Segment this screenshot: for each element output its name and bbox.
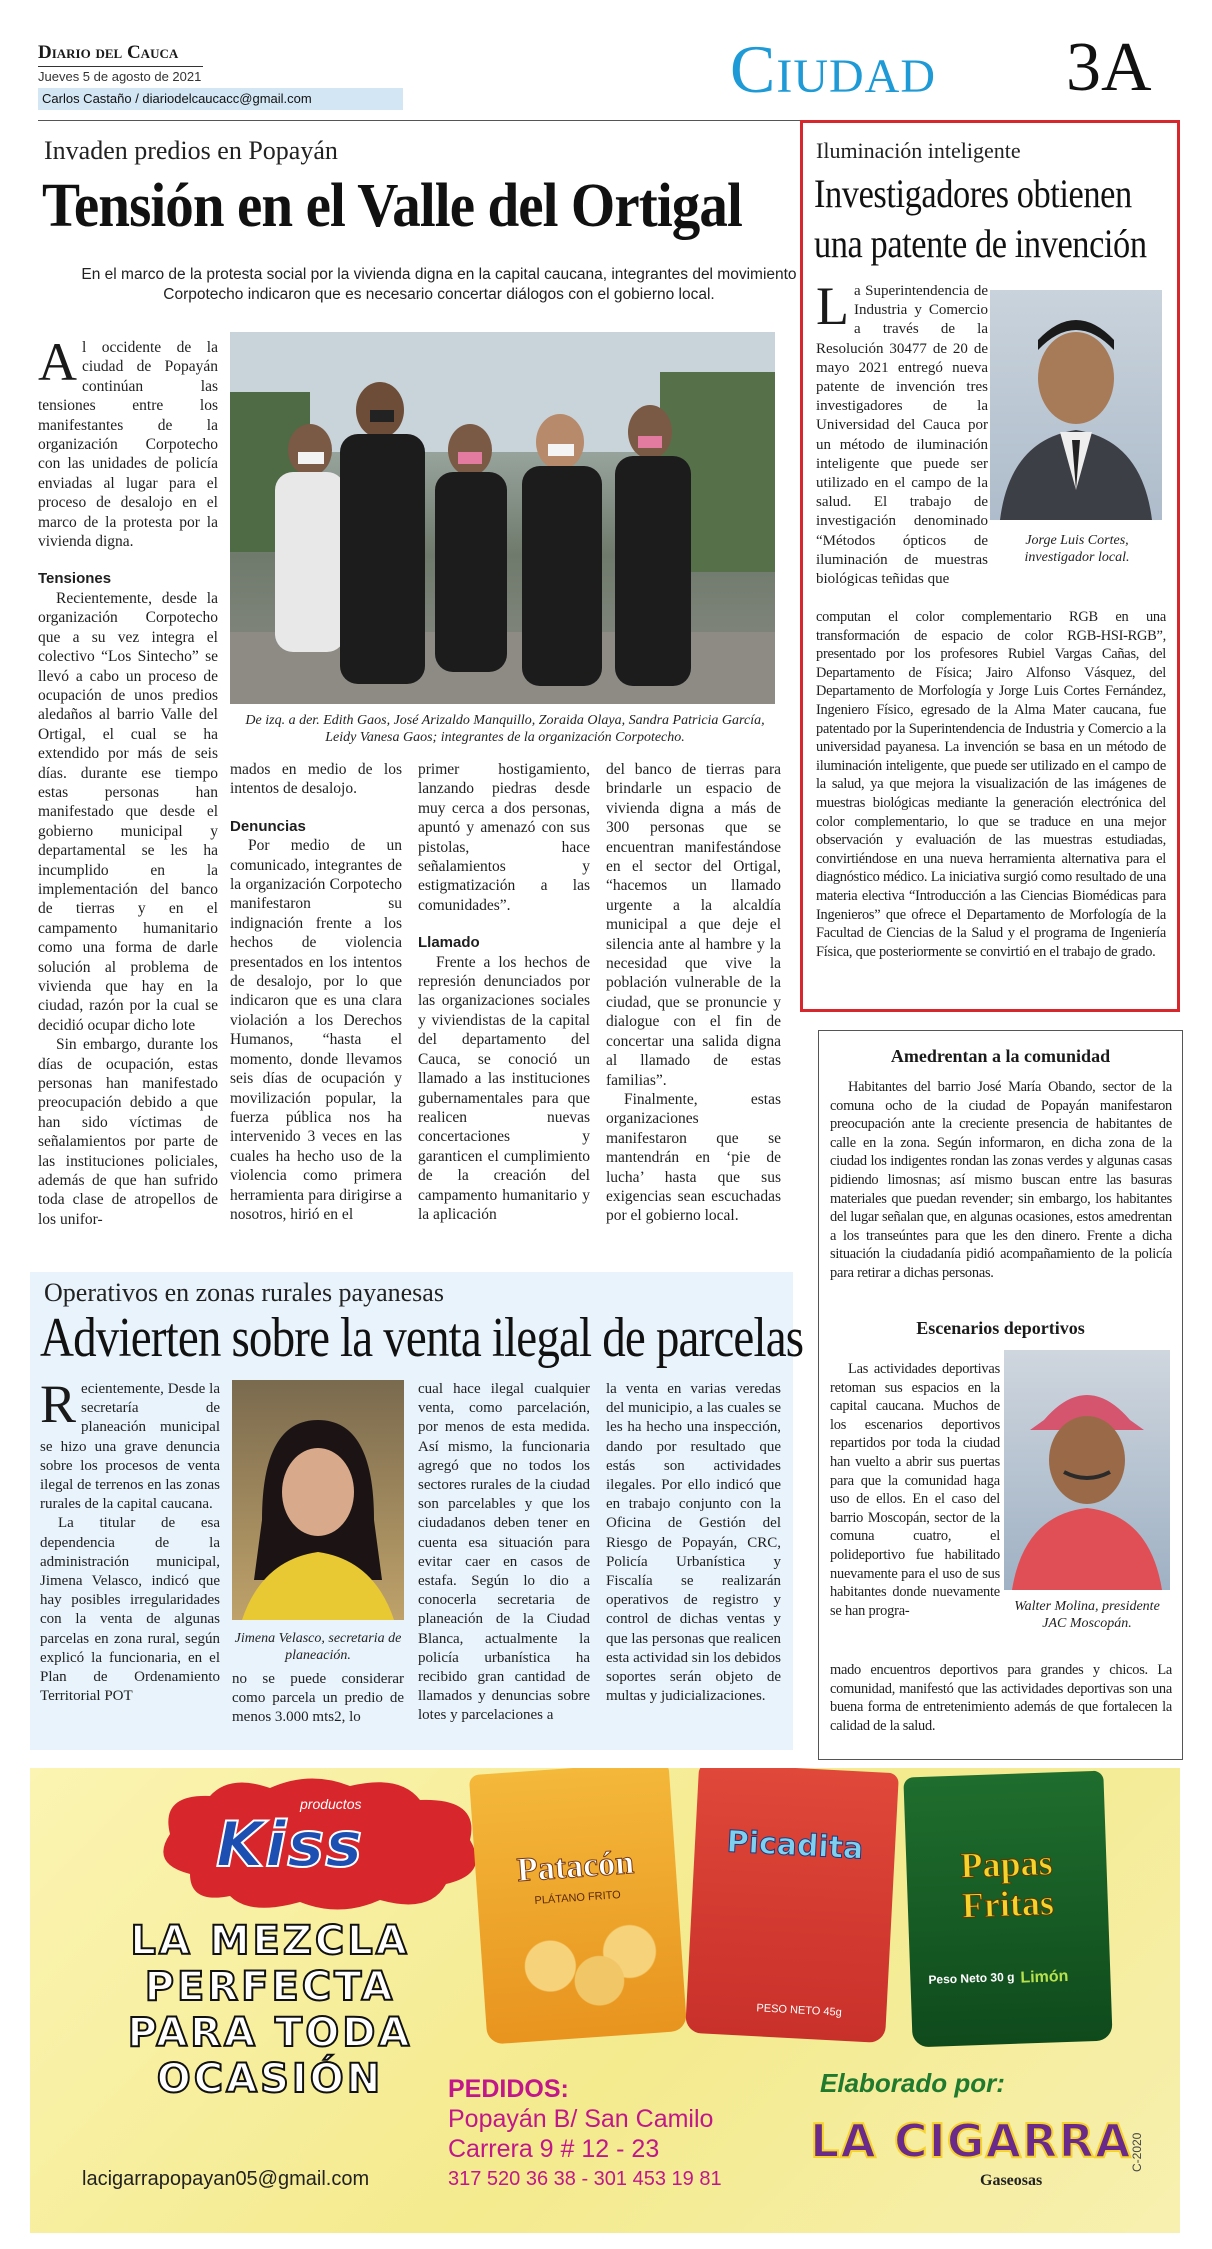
editor-bar: [38, 88, 403, 110]
sidebar-dropcap: L: [816, 276, 849, 336]
second-kicker: Operativos en zonas rurales payanesas: [44, 1278, 444, 1307]
sidebar-text: [816, 276, 988, 589]
second-photo-caption: Jimena Velasco, secretaria de planeación.: [234, 1631, 402, 1663]
main-intro: [38, 332, 218, 551]
page-number: [1066, 29, 1152, 106]
group-photo-illustration: [230, 332, 775, 704]
sidebar-headline-line2: una patente de invención: [814, 221, 1147, 266]
ad-email: lacigarrapopayan05@gmail.com: [82, 2168, 370, 2190]
brief-photo: [1004, 1350, 1170, 1590]
editor-credit: Carlos Castaño / diariodelcaucacc@gmail.com: [42, 91, 312, 106]
orders-phones: 317 520 36 38 - 301 453 19 81: [448, 2168, 722, 2190]
main-kicker: Invaden predios en Popayán: [44, 136, 338, 165]
ad-slogan: [70, 1918, 470, 2102]
main-col-3: [418, 760, 590, 1224]
page-number-text: 3A: [1066, 29, 1152, 106]
brief-text-2-wide: mado encuentros deportivos para grandes y chicos. La comunidad, manifestó que las actividades deportivas son una buena forma de entretenimiento además de que fortalecen la calidad de la salud.: [830, 1662, 1172, 1734]
main-subhead-tensiones: Tensiones: [38, 570, 112, 588]
slogan-line: OCASIÓN: [156, 2056, 384, 2102]
kiss-brand-small: productos: [300, 1796, 362, 1812]
second-paragraph: no se puede considerar como parcela un predio de menos 3.000 mts2, lo: [232, 1671, 404, 1726]
main-col-2: [230, 760, 402, 1224]
main-paragraph: Recientemente, desde la organización Corpotecho que a su vez integra el colectivo “Los Sintecho” se llevó a cabo un proceso de ocupación de unos predios aledaños al barrio Valle del Ortigal, el cual se ha extendido por más de seis días. durante ese tiempo estas personas han manifestado que desde el gobierno municipal y departamental se les ha incumplido en la implementación del banco de tierras y en el campamento humanitario como una forma de darle solución al problema de vivienda que hay en la ciudad, razón por la cual se decidió ocupar dicho lote: [38, 589, 218, 1034]
brief-col-narrow: [830, 1360, 1000, 1620]
main-subhead-llamado: Llamado: [418, 934, 480, 952]
chips-icon: [500, 1922, 666, 2023]
second-col-1: [40, 1374, 220, 1706]
brief-text-1: [830, 1078, 1172, 1283]
main-paragraph: primer hostigamiento, lanzando piedras desde muy cerca a dos personas, apuntó y amenazó con sus pistolas, hace señalamientos y estigmatización a las comunidades”.: [418, 761, 590, 914]
portrait-illustration: [232, 1380, 404, 1620]
sidebar-headline-line1: Investigadores obtienen: [814, 171, 1132, 216]
sidebar-kicker: Iluminación inteligente: [816, 138, 1021, 163]
sidebar-photo: [990, 290, 1162, 520]
main-photo: [230, 332, 775, 704]
ad-code: C-2020: [1130, 2132, 1144, 2172]
patacon-sub: PLÁTANO FRITO: [534, 1889, 622, 1908]
main-deck: En el marco de la protesta social por la vivienda digna en la capital caucana, integrantes del movimiento Corpotecho indicaron que es necesario concertar diálogos con el gobierno local.: [81, 266, 797, 303]
second-paragraph: La titular de esa dependencia de la administración municipal, Jimena Velasco, indicó que hay posibles irregularidades con la venta de algunas parcelas en zona rural, según explicó la funcionaria, en el Plan de Ordenamiento Territorial POT: [40, 1515, 220, 1705]
main-photo-caption: De izq. a der. Edith Gaos, José Arizaldo Manquillo, Zoraida Olaya, Sandra Patricia García, Leidy Vanesa Gaos; integrantes de la organización Corpotecho.: [245, 713, 765, 745]
main-paragraph: Sin embargo, durante los días de ocupación, estas personas han manifestado preocupación debido a que han sido víctimas de señalamientos por parte de las instituciones policiales, además de que han sufrido toda clase de atropellos de los unifor-: [38, 1036, 218, 1228]
second-col-2: [232, 1670, 404, 1728]
slogan-line: PARA TODA: [127, 2010, 413, 2056]
issue-date: Jueves 5 de agosto de 2021: [38, 69, 202, 84]
slogan-line: LA MEZCLA: [130, 1918, 410, 1964]
main-subhead-denuncias: Denuncias: [230, 817, 306, 835]
la-cigarra-sub: Gaseosas: [980, 2172, 1043, 2189]
second-paragraph: la venta en varias veredas del municipio, a las cuales se les ha hecho una inspección, dando por resultado que estás son actividades ilegales. Por ello indicó que en trabajo conjunto con la Oficina de Gestión del Riesgo de Popayán, CRC, Policía Urbanística y Fiscalía se realizarán operativos de registro y control de dichas ventas y que las personas que realicen esta actividad sin los debidos soportes serán objeto de multas y judicializaciones.: [606, 1381, 781, 1705]
patacon-label: Patacón: [515, 1844, 636, 1890]
product-patacon: [469, 1768, 687, 2045]
orders-title: PEDIDOS:: [448, 2075, 569, 2103]
main-col-1: [38, 332, 218, 1229]
ad-banner: [30, 1768, 1180, 2233]
second-col-3: [418, 1380, 590, 1726]
second-col-4: [606, 1380, 781, 1706]
main-paragraph: Frente a los hechos de represión denunciados por las organizaciones sociales y viviendistas de la capital del departamento del Cauca, se conoció un llamado a las instituciones gubernamentales para que realicen nuevas concertaciones y garanticen el cumplimiento de la creación del campamento humanitario y la aplicación: [418, 953, 590, 1223]
kiss-logo: [150, 1774, 490, 1914]
sidebar-col-narrow: [816, 276, 988, 589]
slogan-line: PERFECTA: [144, 1964, 396, 2010]
paper-name: Diario del Cauca: [38, 42, 179, 63]
brief-title-1: Amedrentan a la comunidad: [890, 1046, 1111, 1066]
picadita-weight: PESO NETO 45g: [756, 2002, 843, 2019]
la-cigarra-logo: LA CIGARRA: [810, 2114, 1132, 2168]
orders-address: Popayán B/ San Camilo: [448, 2105, 714, 2133]
section-name: Ciudad: [730, 31, 936, 107]
papas-label: Papas Fritas: [959, 1842, 1055, 1926]
brief-col-wide: [830, 1661, 1172, 1735]
brief-title-2: Escenarios deportivos: [916, 1318, 1085, 1338]
papas-flavor: Limón: [1020, 1967, 1069, 1987]
masthead-rule: [38, 66, 203, 67]
brief-text-1-body: Habitantes del barrio José María Obando, sector de la comuna ocho de la ciudad de Popayán manifestaron preocupación ante la creciente presencia de habitantes de calle en la zona. Según informaron, en dicha zona de la ciudad los indigentes rondan las zonas verdes y algunas casas pidiendo limosnas; así mismo buscan entre las basuras materiales que puedan revender; sin embargo, los habitantes del lugar señalan que, en algunas ocasiones, estos amedrentan a los transeúntes para que les den dinero. Frente a dicha situación la ciudadanía pidió acompañamiento de la policía para retirar a dichas personas.: [830, 1079, 1172, 1281]
product-picadita: [685, 1768, 899, 2043]
picadita-label: Picadita: [725, 1824, 865, 1867]
brief-photo-caption: Walter Molina, presidente JAC Moscopán.: [1014, 1599, 1160, 1631]
sidebar-photo-caption: Jorge Luis Cortes, investigador local.: [1024, 533, 1130, 565]
second-dropcap: R: [40, 1374, 77, 1434]
orders-block: [448, 2074, 828, 2194]
sidebar-text-narrow: a Superintendencia de Industria y Comercio a través de la Resolución 30477 de 20 de mayo 2021 entregó nueva patente de invención tres investigadores de la Universidad del Cauca por un método de iluminación inteligente que puede ser utilizado en el campo de la salud. El trabajo de investigación denominado “Métodos ópticos de iluminación de muestras biológicas teñidas que: [816, 283, 988, 588]
made-by-label: Elaborado por:: [820, 2068, 1005, 2098]
main-paragraph: Finalmente, estas organizaciones manifestaron que se mantendrán en ‘pie de lucha’ hasta que sus exigencias sean escuchadas por el gobierno local.: [606, 1090, 781, 1225]
sidebar-col-wide: [816, 608, 1166, 961]
portrait-illustration: [1004, 1350, 1170, 1590]
sidebar-text-wide: computan el color complementario RGB en una transformación de espacio de color RGB-HSI-RGB”, presentado por los profesores Rubiel Vargas Cañas, del Departamento de Física; Jairo Alfonso Vásquez, del Departamento de Morfología y Jorge Luis Cortes Fernández, Ingeniero Físico, egresado de la Alma Mater caucana, fue patentado por la Superintendencia de Industria y Comercio a la universidad payanesa. La invención se basa en un método de iluminación inteligente, que puede ser utilizado en el campo de la salud, ya que mejora la visualización de las imágenes de muestras biológicas mediante la generación electrónica del color complementario, lo que se traduce en una mejor observación y evaluación de las muestras estudiadas, convirtiéndose en una nueva herramienta alternativa para el diagnóstico médico. La iniciativa surgió como resultado de una materia electiva “Introducción a las Ciencias Biomédicas para Ingenieros” que ofrece el Departamento de Morfología de la Facultad de Ciencias de la Salud y el programa de Ingeniería Física, que posteriormente se convirtió en el trabajo de grado.: [816, 609, 1166, 960]
main-paragraph: mados en medio de los intentos de desalojo.: [230, 761, 402, 798]
main-paragraph: del banco de tierras para brindarle un espacio de vivienda digna a más de 300 personas que se encuentran manifestándose en el sector del Ortigal, “hacemos un llamado urgente a la alcaldía municipal a que deje el silencia ante al hambre y la necesidad que vive la población vulnerable de la ciudad, que se pronuncie y dialogue con el fin de concertar una salida digna al llamado de estas familias”.: [606, 761, 781, 1089]
main-col-4: [606, 760, 781, 1226]
second-photo: [232, 1380, 404, 1620]
second-paragraph: cual hace ilegal cualquier venta, como parcelación, por menos de esta medida. Así mismo, la funcionaria agregó que no todos los sectores rurales de la ciudad son parcelables y que los ciudadanos deben tener en cuenta esa situación para evitar caer en casos de estafa. Según lo dio a conocerla secretaria de planeación de la Ciudad Blanca, actualmente la policía urbanística ha recibido gran cantidad de llamados y denuncias sobre lotes y parcelaciones a: [418, 1381, 590, 1724]
second-intro: [40, 1374, 220, 1514]
second-intro-text: ecientemente, Desde la secretaría de planeación municipal se hizo una grave denuncia sobre los procesos de venta ilegal de terrenos en las zonas rurales de la capital caucana.: [40, 1381, 220, 1513]
main-dropcap: A: [38, 332, 77, 392]
kiss-brand: Kiss: [216, 1808, 364, 1881]
product-papas: [903, 1771, 1112, 2048]
second-headline: Advierten sobre la venta ilegal de parcelas: [40, 1307, 804, 1369]
orders-street: Carrera 9 # 12 - 23: [448, 2135, 660, 2163]
masthead: [38, 29, 1178, 120]
main-paragraph: Por medio de un comunicado, integrantes de la organización Corpotecho manifestaron su indignación frente a los hechos de violencia presentados en los intentos de desalojo, por lo que indicaron que es una clara violación a los Derechos Humanos, “hasta el momento, donde llevamos seis días de ocupación y movilización popular, la fuerza pública nos ha intervenido 3 veces en las cuales ha hecho uso de la violencia como primera herramienta para dirigirse a nosotros, hirió en el: [230, 837, 402, 1223]
portrait-illustration: [990, 290, 1162, 520]
main-intro-text: l occidente de la ciudad de Popayán continúan las tensiones entre los manifestantes de la organización Corpotecho con las unidades de policía enviadas al lugar para el proceso de desalojo en el marco de la protesta por la vivienda digna.: [38, 339, 218, 551]
papas-weight: Peso Neto 30 g: [928, 1969, 1015, 1987]
main-headline: Tensión en el Valle del Ortigal: [42, 172, 742, 240]
brief-text-2-narrow: Las actividades deportivas retoman sus espacios en la capital caucana. Muchos de los escenarios deportivos repartidos por toda la ciudad han vuelto a abrir sus puertas para que la comunidad haga uso de ellos. En el caso del barrio Moscopán, sector de la comuna cuatro, el polideportivo fue habilitado nuevamente para el uso de sus habitantes donde nuevamente se han progra-: [830, 1361, 1000, 1619]
